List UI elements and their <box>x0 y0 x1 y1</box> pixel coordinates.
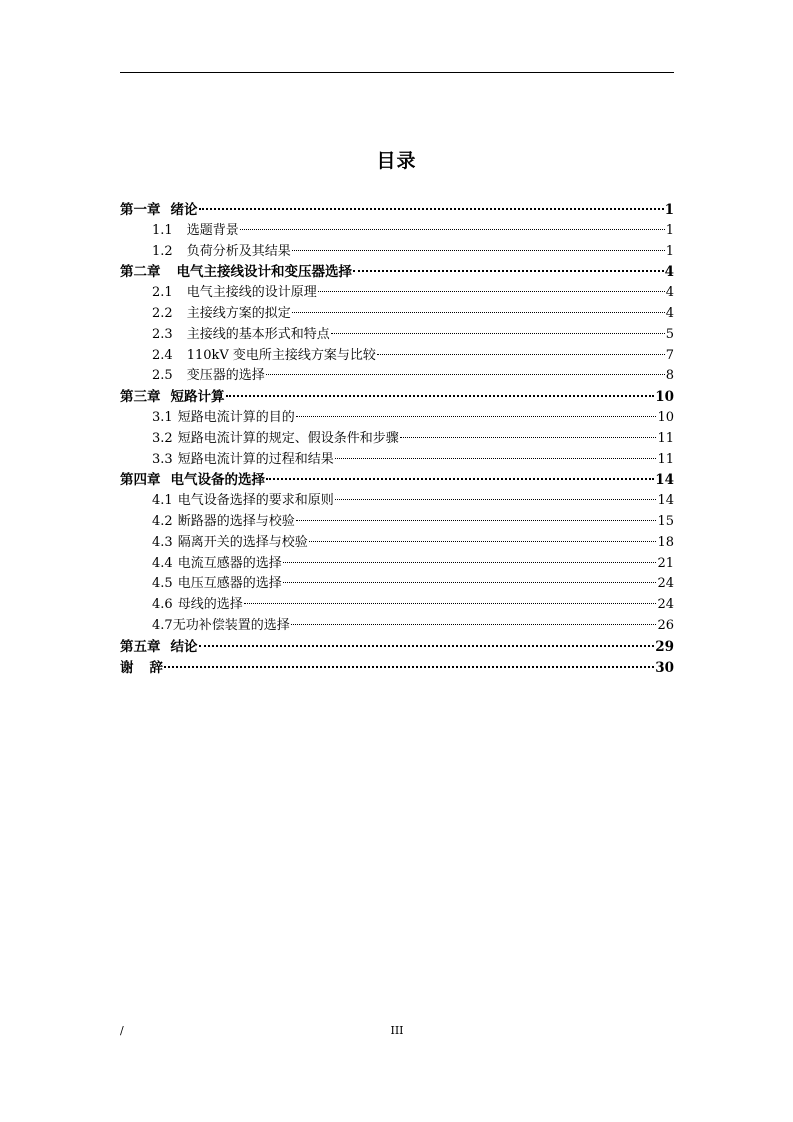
toc-dot-leader <box>199 645 655 647</box>
toc-entry-number: 第三章 <box>120 389 161 406</box>
toc-entry-title: 断路器的选择与校验 <box>177 513 295 529</box>
toc-dot-leader <box>292 250 665 251</box>
toc-section-entry[interactable] <box>120 491 674 512</box>
toc-entry-title: 母线的选择 <box>177 597 243 613</box>
toc-section-entry[interactable] <box>120 304 674 325</box>
toc-entry-title: 主接线方案的拟定 <box>186 305 291 321</box>
toc-entry-number: 2.2 <box>152 305 173 321</box>
toc-dot-leader <box>226 395 655 397</box>
toc-section-entry[interactable] <box>120 366 674 387</box>
toc-dot-leader <box>283 582 657 583</box>
toc-section-entry[interactable] <box>120 346 674 367</box>
toc-entry-title: 无功补偿装置的选择 <box>172 617 290 633</box>
toc-entry-title: 短路计算 <box>170 389 225 406</box>
toc-chapter-entry[interactable] <box>120 470 674 491</box>
toc-section-entry[interactable] <box>120 450 674 471</box>
toc-section-entry[interactable] <box>120 595 674 616</box>
toc-section-entry[interactable] <box>120 221 674 242</box>
toc-entry-title: 选题背景 <box>186 222 239 238</box>
toc-entry-number: 3.1 <box>152 409 173 425</box>
toc-dot-leader <box>335 499 657 500</box>
toc-dot-leader <box>296 520 657 521</box>
toc-page-number: 11 <box>657 430 674 446</box>
toc-page-number: 8 <box>665 368 674 384</box>
toc-page-number: 24 <box>657 597 674 613</box>
toc-entry-title: 短路电流计算的目的 <box>177 409 295 425</box>
toc-entry-number: 2.4 <box>152 347 173 363</box>
toc-entry-title: 变压器的选择 <box>186 368 265 384</box>
toc-entry-title: 负荷分析及其结果 <box>186 243 291 259</box>
toc-page-number: 5 <box>665 326 674 342</box>
toc-dot-leader <box>240 229 665 230</box>
footer-left-mark: / <box>120 1024 124 1037</box>
toc-entry-title: 辞 <box>149 659 163 676</box>
toc-section-entry[interactable] <box>120 574 674 595</box>
toc-entry-number: 4.5 <box>152 576 173 592</box>
toc-page-number: 21 <box>657 555 674 571</box>
toc-entry-number: 谢 <box>120 659 134 676</box>
toc-page-number: 30 <box>655 659 674 676</box>
toc-page-number: 1 <box>665 243 674 259</box>
toc-entry-title: 隔离开关的选择与校验 <box>177 534 308 550</box>
toc-dot-leader <box>244 603 657 604</box>
toc-entry-title: 电压互感器的选择 <box>177 576 282 592</box>
toc-entry-number: 4.3 <box>152 534 173 550</box>
toc-entry-number: 1.1 <box>152 222 173 238</box>
toc-entry-title: 结论 <box>170 638 198 655</box>
toc-entry-number: 4.1 <box>152 493 173 509</box>
toc-entry-number: 4.7 <box>152 617 173 633</box>
toc-section-entry[interactable] <box>120 242 674 263</box>
toc-entry-title: 电气主接线的设计原理 <box>186 285 317 301</box>
toc-chapter-entry[interactable] <box>120 200 674 221</box>
toc-page-number: 11 <box>657 451 674 467</box>
toc-entry-title: 电气主接线设计和变压器选择 <box>176 264 352 281</box>
toc-section-entry[interactable] <box>120 512 674 533</box>
toc-dot-leader <box>283 562 657 563</box>
toc-entry-number: 2.3 <box>152 326 173 342</box>
toc-dot-leader <box>292 312 665 313</box>
toc-entry-title: 短路电流计算的规定、假设条件和步骤 <box>177 430 399 446</box>
toc-dot-leader <box>400 437 657 438</box>
toc-page-number: 4 <box>665 285 674 301</box>
toc-page-number: 26 <box>657 617 674 633</box>
toc-entry-number: 2.1 <box>152 285 173 301</box>
toc-title: 目录 <box>376 150 417 172</box>
toc-dot-leader <box>353 270 664 272</box>
header-rule <box>120 72 674 73</box>
toc-entry-number: 4.4 <box>152 555 173 571</box>
toc-page-number: 15 <box>657 513 674 529</box>
toc-page-number: 4 <box>664 264 674 281</box>
toc-dot-leader <box>335 458 657 459</box>
toc-dot-leader <box>377 354 665 355</box>
toc-section-entry[interactable] <box>120 616 674 637</box>
toc-page-number: 10 <box>657 409 674 425</box>
toc-entry-number: 第一章 <box>120 202 161 218</box>
table-of-contents <box>120 200 674 678</box>
toc-entry-number: 1.2 <box>152 243 173 259</box>
toc-entry-title: 电流互感器的选择 <box>177 555 282 571</box>
toc-dot-leader <box>318 291 665 292</box>
toc-entry-title: 短路电流计算的过程和结果 <box>177 451 334 467</box>
toc-entry-number: 2.5 <box>152 368 173 384</box>
toc-dot-leader <box>291 624 657 625</box>
toc-entry-title: 电气设备的选择 <box>170 472 265 489</box>
toc-chapter-entry[interactable] <box>120 637 674 658</box>
toc-dot-leader <box>266 478 654 480</box>
toc-page-number: 18 <box>657 534 674 550</box>
toc-page-number: 4 <box>665 305 674 321</box>
toc-section-entry[interactable] <box>120 408 674 429</box>
toc-entry-title: 绪论 <box>170 202 198 218</box>
toc-section-entry[interactable] <box>120 554 674 575</box>
toc-dot-leader <box>164 666 654 668</box>
toc-section-entry[interactable] <box>120 429 674 450</box>
toc-dot-leader <box>296 416 657 417</box>
toc-dot-leader <box>199 208 664 210</box>
footer-page-number: III <box>390 1024 404 1037</box>
toc-page-number: 10 <box>655 389 674 406</box>
toc-dot-leader <box>266 374 665 375</box>
toc-section-entry[interactable] <box>120 533 674 554</box>
toc-section-entry[interactable] <box>120 325 674 346</box>
toc-entry-number: 第五章 <box>120 638 161 655</box>
toc-page-number: 29 <box>655 638 674 655</box>
toc-chapter-entry[interactable] <box>120 658 674 679</box>
toc-page-number: 1 <box>665 222 674 238</box>
toc-dot-leader <box>331 333 665 334</box>
toc-page-number: 1 <box>664 202 674 218</box>
toc-chapter-entry[interactable] <box>120 262 674 283</box>
toc-entry-number: 第四章 <box>120 472 161 489</box>
toc-entry-title: 主接线的基本形式和特点 <box>186 326 330 342</box>
toc-entry-number: 4.6 <box>152 597 173 613</box>
toc-page-number: 14 <box>657 493 674 509</box>
toc-entry-number: 4.2 <box>152 513 173 529</box>
toc-entry-number: 3.3 <box>152 451 173 467</box>
toc-entry-number: 3.2 <box>152 430 173 446</box>
toc-section-entry[interactable] <box>120 283 674 304</box>
toc-dot-leader <box>309 541 657 542</box>
toc-entry-title: 电气设备选择的要求和原则 <box>177 493 334 509</box>
toc-entry-title: 110kV 变电所主接线方案与比较 <box>186 347 376 363</box>
toc-entry-number: 第二章 <box>120 264 161 281</box>
toc-page-number: 14 <box>655 472 674 489</box>
toc-page-number: 7 <box>665 347 674 363</box>
toc-chapter-entry[interactable] <box>120 387 674 408</box>
toc-page-number: 24 <box>657 576 674 592</box>
